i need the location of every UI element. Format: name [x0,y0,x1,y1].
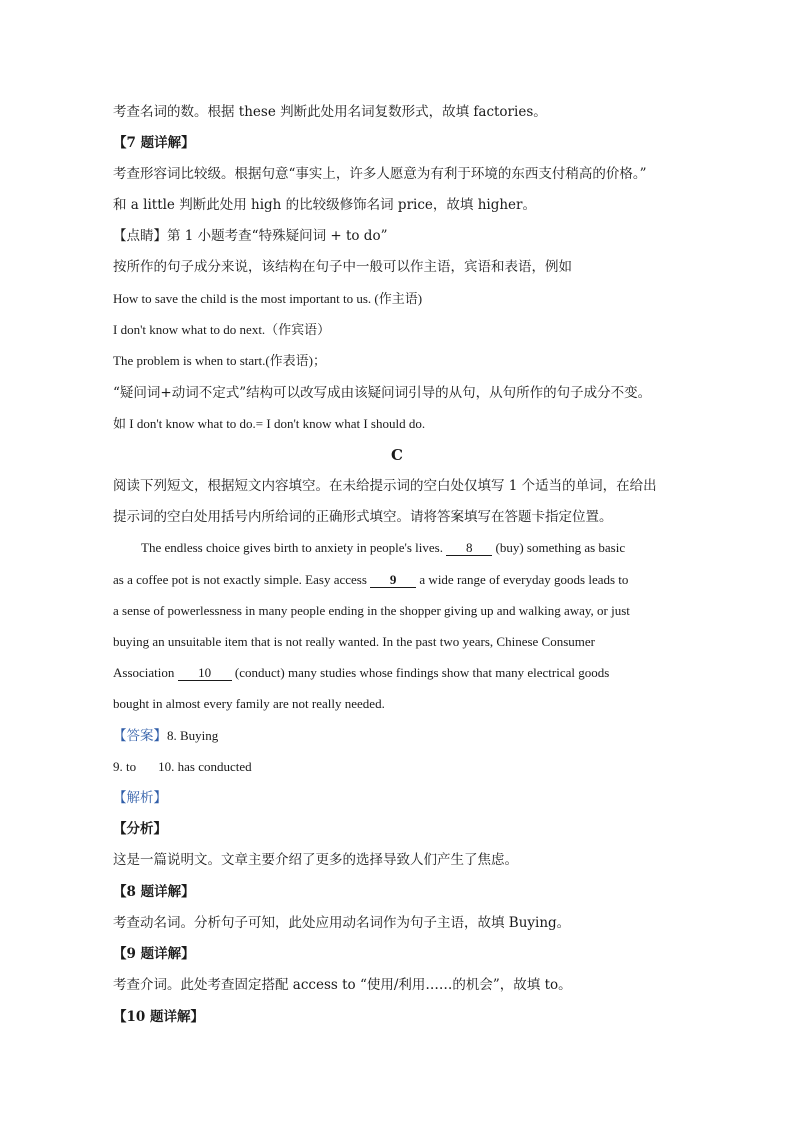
instruction-text: 提示词的空白处用括号内所给词的正确形式填空。请将答案填写在答题卡指定位置。 [113,509,613,525]
instruction-text: 阅读下列短文，根据短文内容填空。在未给提示词的空白处仅填写 1 个适当的单词，在给出 [113,478,657,494]
answer-10: 10. has conducted [158,759,252,774]
paragraph-text: “疑问词+动词不定式”结构可以改写成由该疑问词引导的从句，从句所作的句子成分不变。 [113,385,652,401]
paragraph-text: 按所作的句子成分来说，该结构在句子中一般可以作主语，宾语和表语，例如 [113,259,572,275]
section-heading: 【8 题详解】 [113,884,195,900]
paragraph-text: 这是一篇说明文。文章主要介绍了更多的选择导致人们产生了焦虑。 [113,852,518,868]
answer-line [113,727,218,745]
section-heading: 【10 题详解】 [113,1009,204,1025]
passage-text: The endless choice gives birth to anxiety in people's lives. [141,540,443,555]
passage-line [113,664,609,682]
passage-line: bought in almost every family are not really needed. [113,696,385,711]
example-sentence: The problem is when to start.(作表语)； [113,353,327,368]
analysis-heading: 【分析】 [113,821,167,837]
passage-line: a sense of powerlessness in many people ending in the shopper giving up and walking away, or just [113,603,630,618]
blank-10: 10 [178,665,232,681]
paragraph-text: 考查动名词。分析句子可知，此处应用动名词作为句子主语，故填 Buying。 [113,915,571,931]
example-sentence: How to save the child is the most important to us. (作主语) [113,291,423,306]
answer-line [113,758,252,776]
tip-heading: 【点睛】第 1 小题考查“特殊疑问词 + to do” [113,228,388,244]
answer-8: 8. Buying [167,728,219,743]
passage-text: (buy) something as basic [495,540,626,555]
paragraph-text: 和 a little 判断此处用 high 的比较级修饰名词 price，故填 higher。 [113,197,536,213]
example-sentence: 如 I don't know what to do.= I don't know what I should do. [113,416,426,431]
paragraph-text: 考查形容词比较级。根据句意“事实上，许多人愿意为有利于环境的东西支付稍高的价格。” [113,166,647,182]
paragraph-text: 考查名词的数。根据 these 判断此处用名词复数形式，故填 factories。 [113,104,547,120]
passage-line: buying an unsuitable item that is not really wanted. In the past two years, Chinese Consumer [113,634,595,649]
section-heading: 【7 题详解】 [113,135,195,151]
blank-8: 8 [446,540,492,556]
analysis-label: 【解析】 [113,790,167,806]
passage-line [113,571,628,589]
passage-text: a wide range of everyday goods leads to [419,572,629,587]
blank-9: 9 [370,572,416,588]
answer-label: 【答案】 [113,728,167,744]
answer-9: 9. to [113,759,137,774]
section-letter: C [391,446,403,464]
passage-text: as a coffee pot is not exactly simple. Easy access [113,572,367,587]
paragraph-text: 考查介词。此处考查固定搭配 access to “使用/利用……的机会”，故填 to。 [113,977,572,993]
section-heading: 【9 题详解】 [113,946,195,962]
example-sentence: I don't know what to do next.（作宾语） [113,322,331,337]
passage-text: (conduct) many studies whose findings show that many electrical goods [234,665,610,680]
passage-text: Association [113,665,175,680]
passage-line [141,539,625,557]
